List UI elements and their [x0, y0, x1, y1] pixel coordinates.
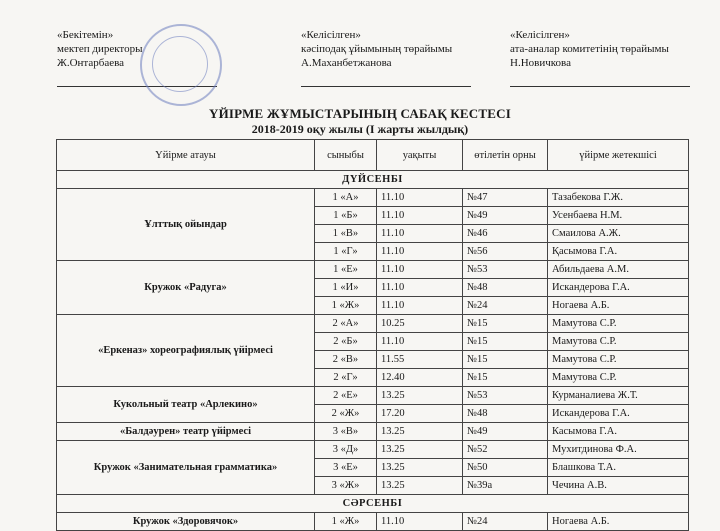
document-title [0, 106, 720, 136]
time-cell: 11.10 [377, 279, 463, 297]
room-cell: №48 [463, 279, 548, 297]
room-cell: №15 [463, 369, 548, 387]
approval-name: А.Маханбетжанова [301, 57, 392, 69]
club-name: Кружок «Здоровячок» [57, 513, 315, 531]
room-cell: №46 [463, 225, 548, 243]
class-cell: 1 «Е» [315, 261, 377, 279]
approvals-block [0, 28, 720, 100]
room-cell: №52 [463, 441, 548, 459]
time-cell: 13.25 [377, 477, 463, 495]
teacher-cell: Мамутова С.Р. [548, 369, 689, 387]
approval-union [301, 28, 471, 87]
time-cell: 11.10 [377, 513, 463, 531]
teacher-cell: Усенбаева Н.М. [548, 207, 689, 225]
time-cell: 13.25 [377, 441, 463, 459]
room-cell: №56 [463, 243, 548, 261]
school-stamp [140, 24, 222, 106]
day-row [57, 171, 689, 189]
approval-role: ата-аналар комитетінің төрайымы [510, 43, 669, 55]
teacher-cell: Мухитдинова Ф.А. [548, 441, 689, 459]
header-time: уақыты [377, 140, 463, 171]
time-cell: 13.25 [377, 423, 463, 441]
room-cell: №53 [463, 261, 548, 279]
class-cell: 2 «Е» [315, 387, 377, 405]
club-name: «Балдәурен» театр үйірмесі [57, 423, 315, 441]
time-cell: 11.55 [377, 351, 463, 369]
signature-line [301, 72, 471, 87]
header-class: сыныбы [315, 140, 377, 171]
teacher-cell: Мамутова С.Р. [548, 315, 689, 333]
teacher-cell: Абильдаева А.М. [548, 261, 689, 279]
table-header-row [57, 140, 689, 171]
table-row [57, 423, 689, 441]
teacher-cell: Искандерова Г.А. [548, 279, 689, 297]
class-cell: 3 «В» [315, 423, 377, 441]
time-cell: 10.25 [377, 315, 463, 333]
teacher-cell: Курманалиева Ж.Т. [548, 387, 689, 405]
teacher-cell: Искандерова Г.А. [548, 405, 689, 423]
time-cell: 12.40 [377, 369, 463, 387]
room-cell: №49 [463, 423, 548, 441]
time-cell: 11.10 [377, 225, 463, 243]
class-cell: 2 «Б» [315, 333, 377, 351]
room-cell: №47 [463, 189, 548, 207]
room-cell: №15 [463, 315, 548, 333]
class-cell: 1 «И» [315, 279, 377, 297]
time-cell: 11.10 [377, 261, 463, 279]
table-row [57, 513, 689, 531]
class-cell: 2 «Г» [315, 369, 377, 387]
table-row [57, 189, 689, 207]
room-cell: №50 [463, 459, 548, 477]
class-cell: 3 «Е» [315, 459, 377, 477]
club-name: Кружок «Радуга» [57, 261, 315, 315]
day-label: ДҮЙСЕНБІ [57, 171, 689, 189]
class-cell: 1 «Г» [315, 243, 377, 261]
club-name: «Еркеназ» хореографиялық үйірмесі [57, 315, 315, 387]
table-row [57, 441, 689, 459]
teacher-cell: Касымова Г.А. [548, 423, 689, 441]
teacher-cell: Блашкова Т.А. [548, 459, 689, 477]
approval-role: мектеп директоры [57, 43, 143, 55]
approval-parents [510, 28, 690, 87]
class-cell: 1 «А» [315, 189, 377, 207]
time-cell: 13.25 [377, 459, 463, 477]
class-cell: 1 «Ж» [315, 513, 377, 531]
time-cell: 11.10 [377, 243, 463, 261]
table-row [57, 387, 689, 405]
time-cell: 17.20 [377, 405, 463, 423]
time-cell: 11.10 [377, 189, 463, 207]
class-cell: 1 «Ж» [315, 297, 377, 315]
room-cell: №53 [463, 387, 548, 405]
class-cell: 2 «В» [315, 351, 377, 369]
time-cell: 11.10 [377, 297, 463, 315]
class-cell: 1 «В» [315, 225, 377, 243]
class-cell: 3 «Ж» [315, 477, 377, 495]
teacher-cell: Қасымова Г.А. [548, 243, 689, 261]
room-cell: №48 [463, 405, 548, 423]
signature-line [510, 72, 690, 87]
room-cell: №39а [463, 477, 548, 495]
teacher-cell: Смаилова А.Ж. [548, 225, 689, 243]
approval-label: «Келісілген» [301, 29, 361, 41]
club-name: Ұлттық ойындар [57, 189, 315, 261]
table-row [57, 261, 689, 279]
title-line-2: 2018-2019 оқу жылы (І жарты жылдық) [251, 122, 469, 136]
teacher-cell: Чечина А.В. [548, 477, 689, 495]
class-cell: 3 «Д» [315, 441, 377, 459]
approval-label: «Бекітемін» [57, 29, 114, 41]
teacher-cell: Мамутова С.Р. [548, 333, 689, 351]
class-cell: 1 «Б» [315, 207, 377, 225]
time-cell: 13.25 [377, 387, 463, 405]
approval-label: «Келісілген» [510, 29, 570, 41]
teacher-cell: Ногаева А.Б. [548, 513, 689, 531]
approval-name: Ж.Онтарбаева [57, 57, 125, 69]
class-cell: 2 «Ж» [315, 405, 377, 423]
room-cell: №15 [463, 351, 548, 369]
club-name: Кружок «Занимательная грамматика» [57, 441, 315, 495]
club-name: Кукольный театр «Арлекино» [57, 387, 315, 423]
teacher-cell: Тазабекова Г.Ж. [548, 189, 689, 207]
day-label: СӘРСЕНБІ [57, 495, 689, 513]
room-cell: №49 [463, 207, 548, 225]
table-row [57, 315, 689, 333]
header-teacher: үйірме жетекшісі [548, 140, 689, 171]
header-room: өтілетін орны [463, 140, 548, 171]
teacher-cell: Мамутова С.Р. [548, 351, 689, 369]
room-cell: №24 [463, 297, 548, 315]
schedule-table [56, 139, 689, 531]
teacher-cell: Ногаева А.Б. [548, 297, 689, 315]
time-cell: 11.10 [377, 333, 463, 351]
time-cell: 11.10 [377, 207, 463, 225]
title-line-1: ҮЙІРМЕ ЖҰМЫСТАРЫНЫҢ САБАҚ КЕСТЕСІ [209, 106, 511, 121]
approval-role: кәсіподақ ұйымының төрайымы [301, 43, 453, 55]
table-body [57, 171, 689, 531]
room-cell: №24 [463, 513, 548, 531]
approval-name: Н.Новичкова [510, 57, 571, 69]
header-name: Үйірме атауы [57, 140, 315, 171]
room-cell: №15 [463, 333, 548, 351]
class-cell: 2 «А» [315, 315, 377, 333]
